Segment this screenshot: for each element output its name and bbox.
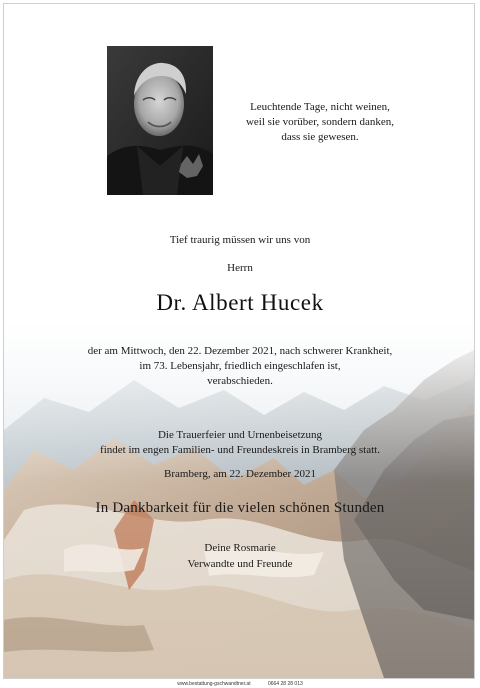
mourner-line: Verwandte und Freunde bbox=[187, 558, 293, 570]
service-info bbox=[20, 428, 460, 458]
honorific: Herrn bbox=[227, 262, 253, 274]
gratitude-line: In Dankbarkeit für die vielen schönen Stunden bbox=[95, 500, 385, 516]
poem-verse bbox=[230, 100, 410, 145]
details-line: verabschieden. bbox=[207, 375, 273, 387]
details-line: im 73. Lebensjahr, friedlich eingeschlafen ist, bbox=[139, 360, 341, 372]
deceased-name: Dr. Albert Hucek bbox=[156, 290, 324, 315]
place-date: Bramberg, am 22. Dezember 2021 bbox=[164, 468, 316, 480]
portrait-photo bbox=[107, 46, 213, 195]
service-line: Die Trauerfeier und Urnenbeisetzung bbox=[157, 429, 323, 441]
poem-line: dass sie gewesen. bbox=[281, 131, 359, 143]
footer-phone: 0664 28 28 013 bbox=[268, 681, 303, 687]
death-details bbox=[20, 344, 460, 389]
mourner-line: Deine Rosmarie bbox=[204, 542, 276, 554]
footer-website: www.bestattung-gschwandtner.at bbox=[177, 681, 251, 687]
service-line: findet im engen Familien- und Freundeskreis in Bramberg statt. bbox=[100, 444, 380, 456]
footer bbox=[0, 680, 480, 688]
details-line: der am Mittwoch, den 22. Dezember 2021, nach schwerer Krankheit, bbox=[87, 345, 393, 357]
intro-text: Tief traurig müssen wir uns von bbox=[169, 234, 311, 246]
poem-line: Leuchtende Tage, nicht weinen, bbox=[250, 101, 390, 113]
mourners bbox=[20, 540, 460, 572]
poem-line: weil sie vorüber, sondern danken, bbox=[245, 116, 395, 128]
